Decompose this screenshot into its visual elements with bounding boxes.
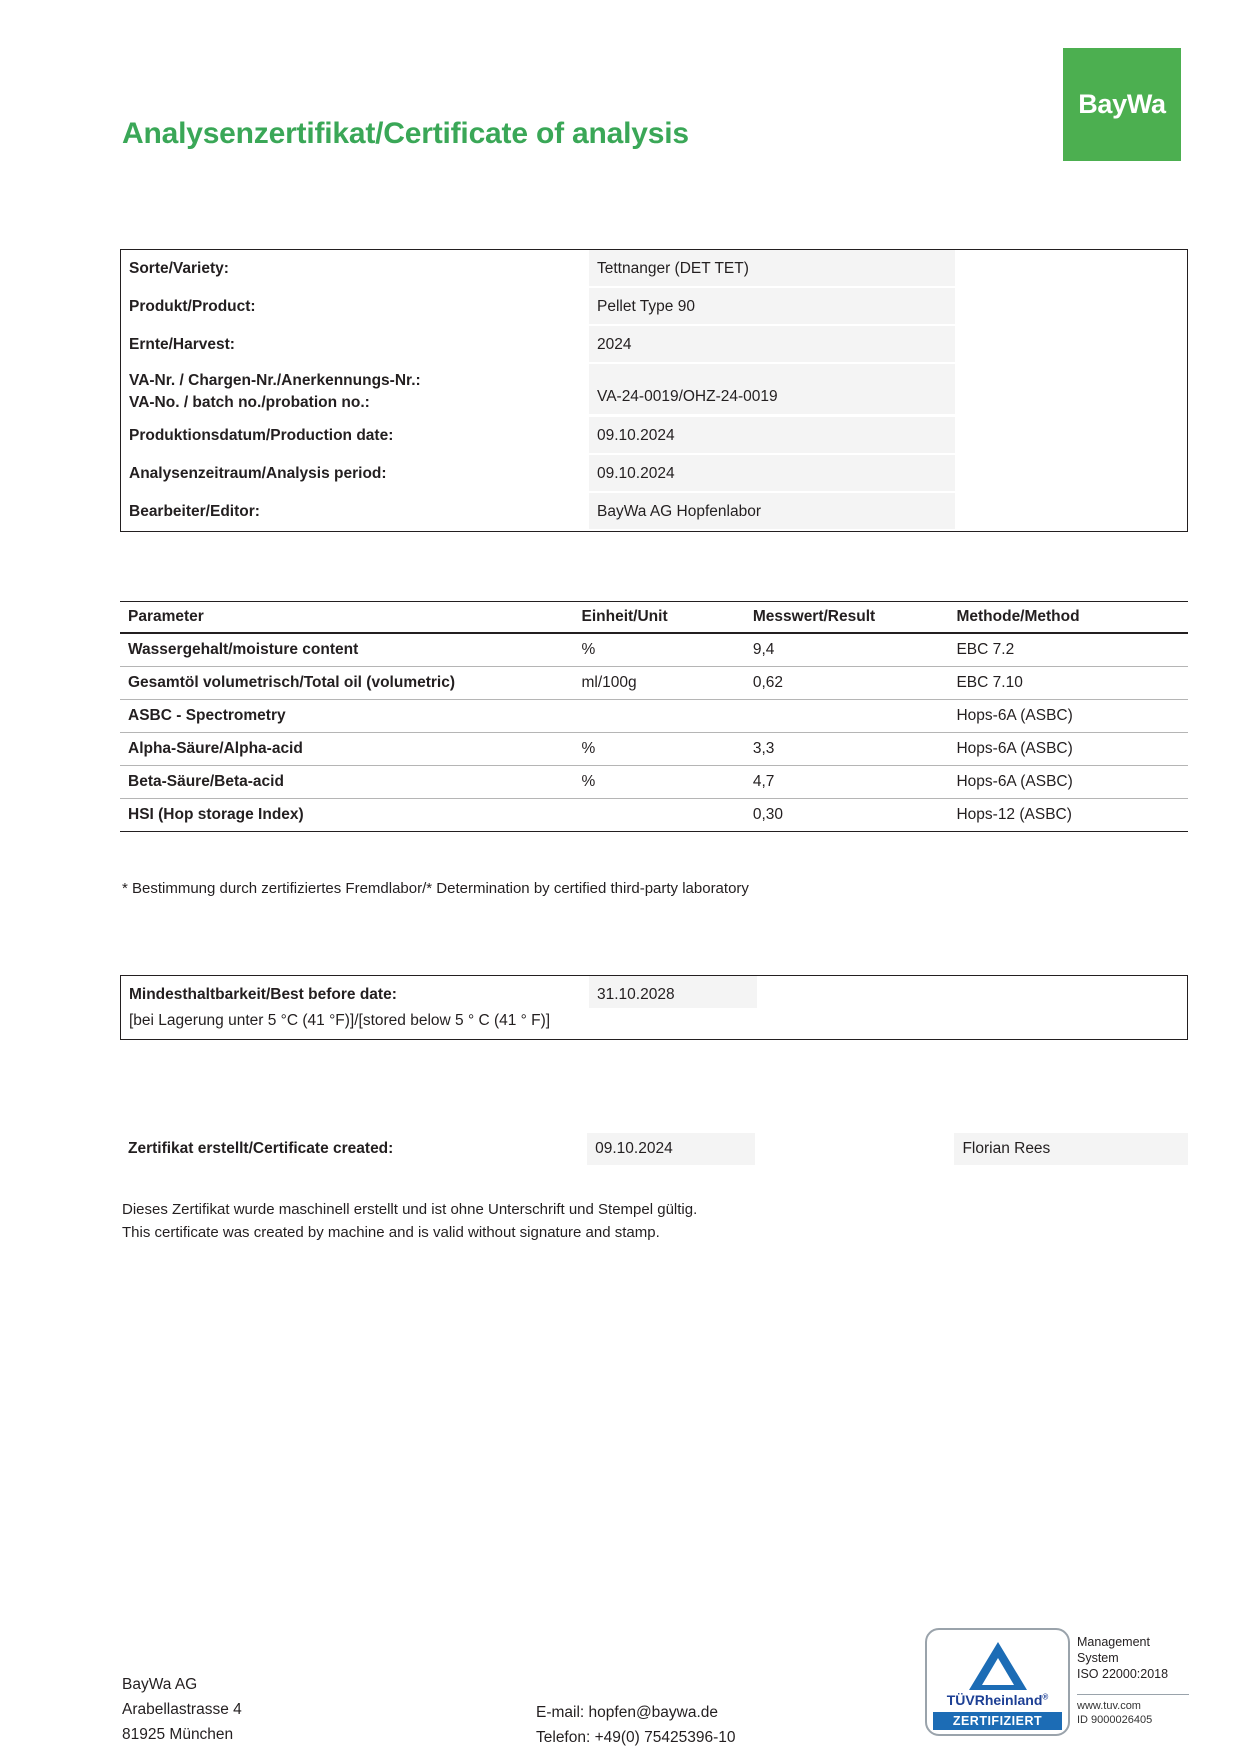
info-label: Sorte/Variety: — [129, 260, 229, 277]
best-before-label: Mindesthaltbarkeit/Best before date: — [129, 986, 397, 1003]
table-row — [121, 455, 1187, 493]
product-info-table — [120, 249, 1188, 532]
cell-method: Hops-6A (ASBC) — [948, 700, 1188, 733]
best-before-box — [120, 975, 1188, 1040]
tuv-certified-label: ZERTIFIZIERT — [933, 1712, 1062, 1730]
cell-parameter: Beta-Säure/Beta-acid — [120, 766, 574, 799]
certificate-created-row — [120, 1133, 1188, 1165]
cell-result: 9,4 — [745, 633, 949, 667]
footer-address — [122, 1672, 242, 1747]
page-title: Analysenzertifikat/Certificate of analysis — [122, 117, 689, 150]
cell-unit: % — [574, 733, 745, 766]
info-value: 09.10.2024 — [589, 455, 955, 491]
footer-contact — [536, 1700, 736, 1750]
cell-unit — [574, 799, 745, 832]
cell-unit: ml/100g — [574, 667, 745, 700]
info-label — [121, 364, 589, 417]
info-value: 2024 — [589, 326, 955, 362]
table-row — [121, 288, 1187, 326]
table-row — [121, 493, 1187, 531]
info-label: Ernte/Harvest: — [129, 336, 235, 353]
table-row — [121, 417, 1187, 455]
tuv-system-line3: ISO 22000:2018 — [1077, 1667, 1169, 1681]
footer-email: E-mail: hopfen@baywa.de — [536, 1704, 719, 1721]
cell-parameter: Alpha-Säure/Alpha-acid — [120, 733, 574, 766]
cell-result: 4,7 — [745, 766, 949, 799]
table-row — [120, 700, 1188, 733]
best-before-value: 31.10.2028 — [589, 976, 757, 1008]
table-row — [120, 633, 1188, 667]
cell-result: 0,62 — [745, 667, 949, 700]
cell-result — [745, 700, 949, 733]
cell-parameter: HSI (Hop storage Index) — [120, 799, 574, 832]
cell-parameter: ASBC - Spectrometry — [120, 700, 574, 733]
cell-method: Hops-6A (ASBC) — [948, 766, 1188, 799]
best-before-row — [121, 976, 1187, 1008]
baywa-logo — [1063, 48, 1181, 161]
tuv-seal — [925, 1628, 1070, 1736]
table-footnote: * Bestimmung durch zertifiziertes Fremdlabor/* Determination by certified third-party laboratory — [122, 880, 749, 897]
disclaimer-de: Dieses Zertifikat wurde maschinell erstellt und ist ohne Unterschrift und Stempel gültig. — [122, 1201, 698, 1218]
tuv-system-info — [1077, 1634, 1189, 1728]
table-row — [121, 250, 1187, 288]
info-value: VA-24-0019/OHZ-24-0019 — [589, 364, 955, 414]
info-label-en: VA-No. / batch no./probation no.: — [129, 394, 370, 412]
table-row — [121, 326, 1187, 364]
info-value: 09.10.2024 — [589, 417, 955, 453]
disclaimer-en: This certificate was created by machine and is valid without signature and stamp. — [122, 1224, 660, 1242]
cell-method: Hops-12 (ASBC) — [948, 799, 1188, 832]
tuv-id: ID 9000026405 — [1077, 1714, 1153, 1727]
table-row — [120, 766, 1188, 799]
certificate-created-date: 09.10.2024 — [587, 1133, 755, 1165]
best-before-condition: [bei Lagerung unter 5 °C (41 °F)]/[stored below 5 ° C (41 ° F)] — [129, 1012, 551, 1029]
analysis-parameter-table — [120, 601, 1188, 832]
table-row — [121, 364, 1187, 417]
info-value: BayWa AG Hopfenlabor — [589, 493, 955, 529]
cell-unit: % — [574, 633, 745, 667]
table-row — [120, 667, 1188, 700]
cell-result: 3,3 — [745, 733, 949, 766]
tuv-system-line1: Management — [1077, 1635, 1150, 1649]
info-value: Pellet Type 90 — [589, 288, 955, 324]
info-label: Analysenzeitraum/Analysis period: — [129, 464, 387, 482]
footer-city: 81925 München — [122, 1726, 234, 1744]
info-value: Tettnanger (DET TET) — [589, 250, 955, 286]
column-header-method: Methode/Method — [948, 602, 1188, 634]
column-header-unit: Einheit/Unit — [574, 602, 745, 634]
cell-method: EBC 7.2 — [948, 633, 1188, 667]
info-label: Produkt/Product: — [129, 298, 256, 315]
footer-street: Arabellastrasse 4 — [122, 1701, 242, 1719]
cell-method: EBC 7.10 — [948, 667, 1188, 700]
footer-phone: Telefon: +49(0) 75425396-10 — [536, 1729, 736, 1747]
cell-result: 0,30 — [745, 799, 949, 832]
cell-parameter: Wassergehalt/moisture content — [120, 633, 574, 667]
cell-unit — [574, 700, 745, 733]
disclaimer — [122, 1198, 697, 1245]
tuv-triangle-inner-icon — [982, 1658, 1014, 1685]
logo-text: BayWa — [1078, 89, 1166, 119]
cell-unit: % — [574, 766, 745, 799]
info-label: Bearbeiter/Editor: — [129, 502, 260, 520]
footer-company: BayWa AG — [122, 1676, 198, 1693]
certificate-created-editor: Florian Rees — [954, 1133, 1188, 1165]
cell-parameter: Gesamtöl volumetrisch/Total oil (volumetric) — [120, 667, 574, 700]
tuv-rheinland-badge — [925, 1628, 1187, 1736]
tuv-system-line2: System — [1077, 1651, 1119, 1665]
table-row — [120, 799, 1188, 832]
tuv-divider — [1077, 1694, 1189, 1695]
column-header-parameter: Parameter — [120, 602, 574, 634]
table-header-row — [120, 602, 1188, 634]
tuv-name: TÜVRheinland® — [946, 1692, 1049, 1708]
info-label: Produktionsdatum/Production date: — [129, 426, 394, 444]
tuv-web: www.tuv.com — [1077, 1700, 1141, 1712]
table-row — [120, 733, 1188, 766]
certificate-created-label: Zertifikat erstellt/Certificate created: — [128, 1140, 394, 1157]
cell-method: Hops-6A (ASBC) — [948, 733, 1188, 766]
column-header-result: Messwert/Result — [745, 602, 949, 634]
info-label-de: VA-Nr. / Chargen-Nr./Anerkennungs-Nr.: — [129, 372, 421, 389]
